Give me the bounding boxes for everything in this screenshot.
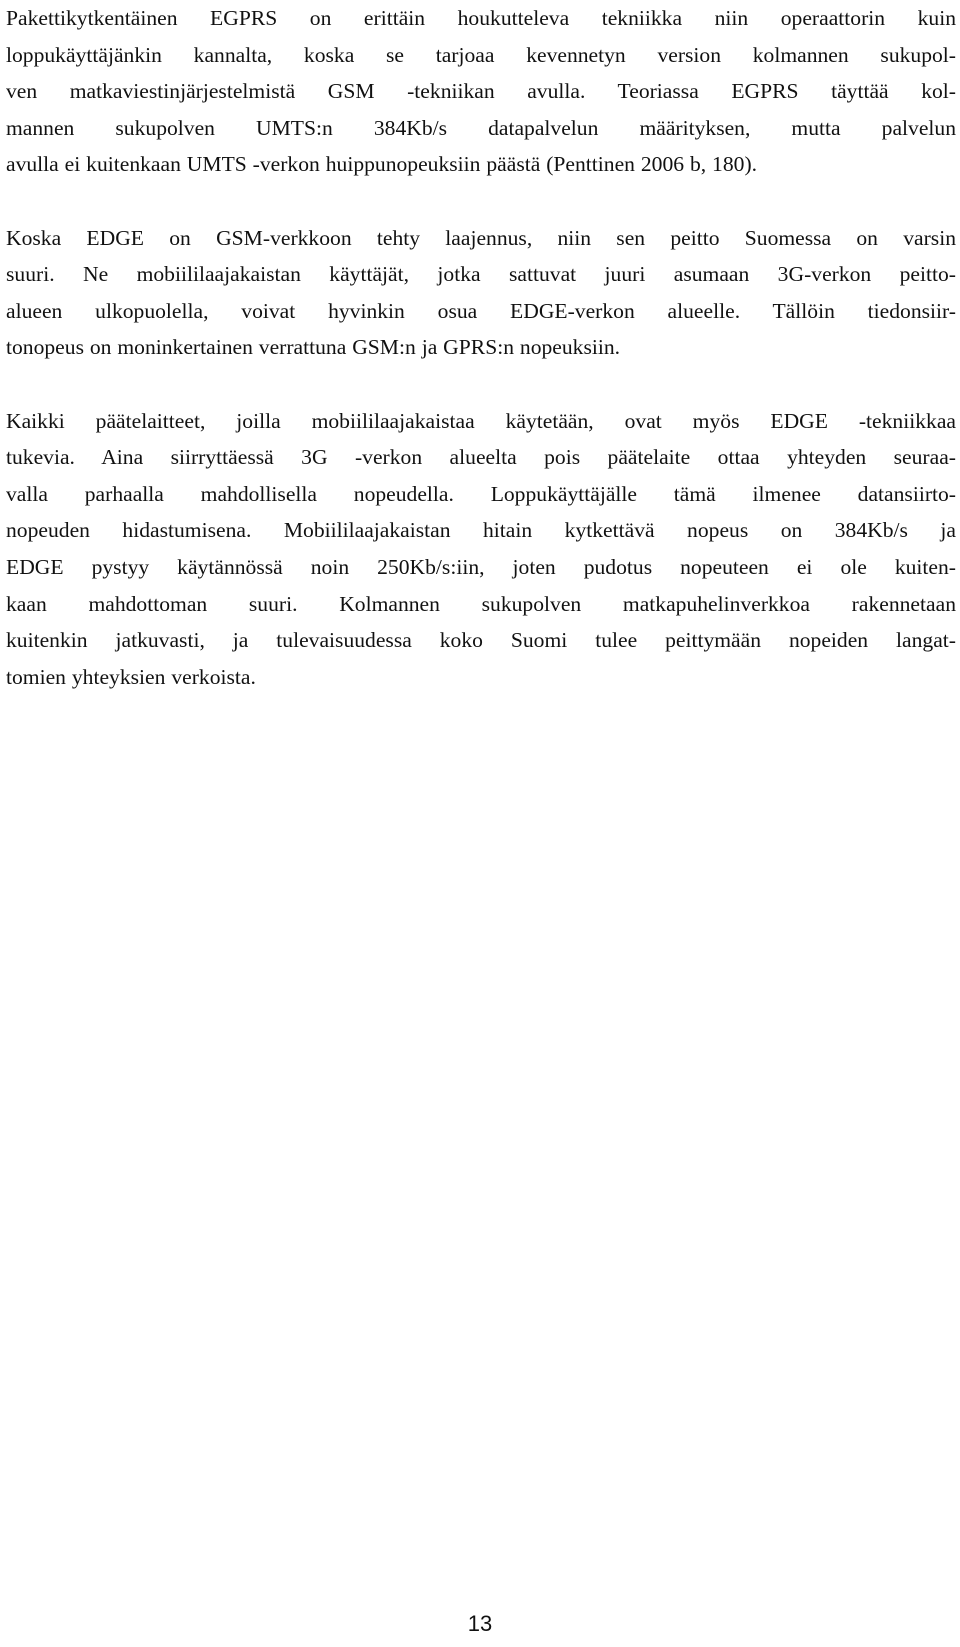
text-line: kuitenkin jatkuvasti, ja tulevaisuudessa koko Suomi tulee peittymään nopeiden langat-	[6, 628, 956, 653]
text-line: Kaikki päätelaitteet, joilla mobiililaajakaistaa käytetään, ovat myös EDGE -tekniikkaa	[6, 408, 956, 433]
text-line: tukevia. Aina siirryttäessä 3G -verkon alueelta pois päätelaite ottaa yhteyden seuraa-	[6, 445, 956, 470]
text-line: valla parhaalla mahdollisella nopeudella. Loppukäyttäjälle tämä ilmenee datansiirto-	[6, 481, 956, 506]
paragraph-2	[6, 220, 956, 366]
text-line: tonopeus on moninkertainen verrattuna GSM:n ja GPRS:n nopeuksiin.	[6, 335, 621, 360]
text-line: alueen ulkopuolella, voivat hyvinkin osua EDGE-verkon alueelle. Tällöin tiedonsiir-	[6, 298, 956, 323]
paragraph-3	[6, 403, 956, 696]
text-line: nopeuden hidastumisena. Mobiililaajakaistan hitain kytkettävä nopeus on 384Kb/s ja	[6, 518, 956, 543]
page-number: 13	[467, 1611, 493, 1636]
text-line: Pakettikytkentäinen EGPRS on erittäin houkutteleva tekniikka niin operaattorin kuin	[6, 6, 956, 30]
text-line: tomien yhteyksien verkoista.	[6, 664, 256, 689]
text-line: suuri. Ne mobiililaajakaistan käyttäjät, jotka sattuvat juuri asumaan 3G-verkon peitto-	[6, 262, 956, 287]
text-line: EDGE pystyy käytännössä noin 250Kb/s:iin, joten pudotus nopeuteen ei ole kuiten-	[6, 554, 956, 579]
text-line: ven matkaviestinjärjestelmistä GSM -tekniikan avulla. Teoriassa EGPRS täyttää kol-	[6, 79, 956, 104]
text-line: mannen sukupolven UMTS:n 384Kb/s datapalvelun määrityksen, mutta palvelun	[6, 115, 956, 140]
text-line: loppukäyttäjänkin kannalta, koska se tarjoaa kevennetyn version kolmannen sukupol-	[6, 42, 956, 67]
paragraph-1	[6, 0, 956, 183]
text-line: Koska EDGE on GSM-verkkoon tehty laajennus, niin sen peitto Suomessa on varsin	[6, 225, 956, 250]
text-line: kaan mahdottoman suuri. Kolmannen sukupolven matkapuhelinverkkoa rakennetaan	[6, 591, 956, 616]
body-text	[6, 0, 956, 695]
text-line: avulla ei kuitenkaan UMTS -verkon huippunopeuksiin päästä (Penttinen 2006 b, 180).	[6, 152, 758, 177]
